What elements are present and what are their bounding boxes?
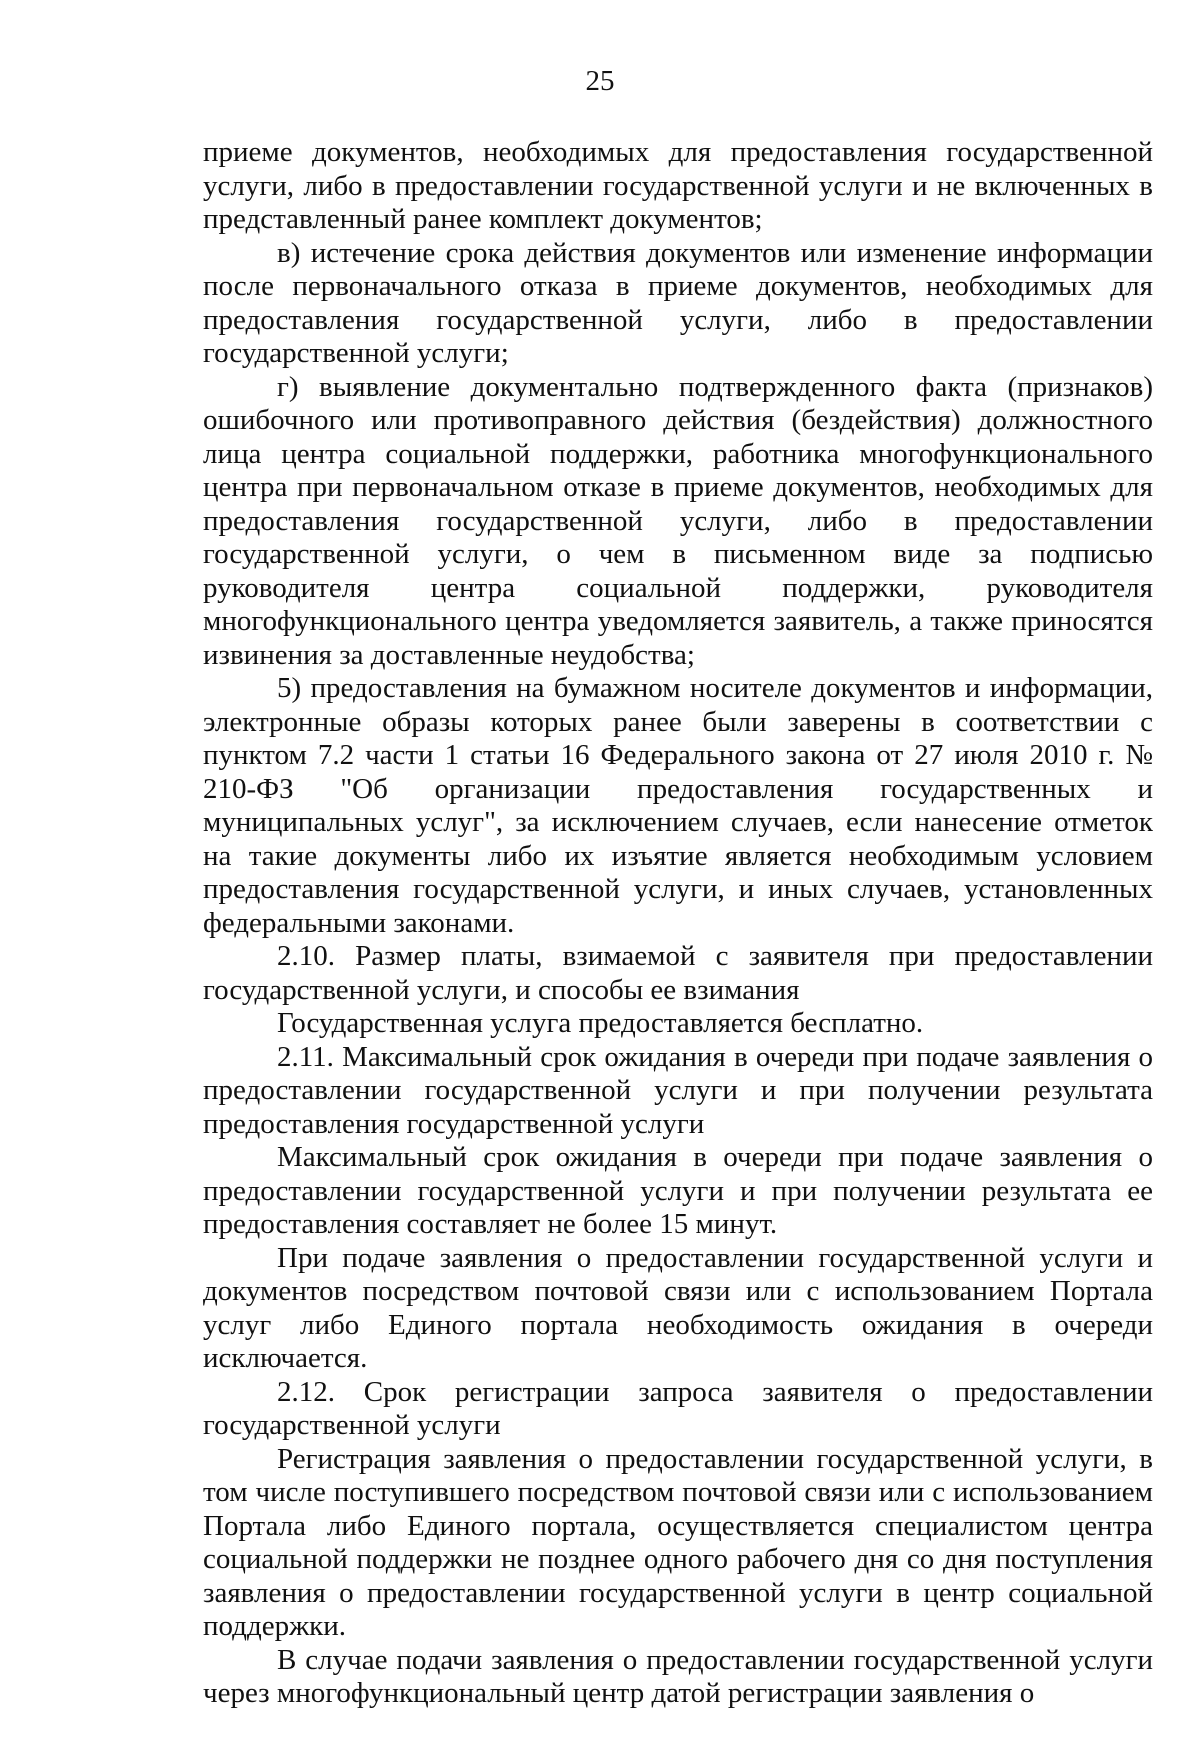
section-heading-2-10: 2.10. Размер платы, взимаемой с заявителя при предоставлении государственной услуги, и способы ее взимания bbox=[203, 940, 1153, 1006]
paragraph-item-v: в) истечение срока действия документов или изменение информации после первоначального отказа в приеме документов, необходимых для предоставления государственной услуги, либо в предоставлении государственной услуги; bbox=[203, 236, 1153, 369]
paragraph-waiting-time: Максимальный срок ожидания в очереди при подаче заявления о предоставлении государственной услуги и при получении результата ее предоставления составляет не более 15 минут. bbox=[203, 1141, 1153, 1240]
section-heading-2-12: 2.12. Срок регистрации запроса заявителя о предоставлении государственной услуги bbox=[203, 1375, 1153, 1441]
paragraph-fee: Государственная услуга предоставляется бесплатно. bbox=[277, 1007, 924, 1039]
paragraph-postal-submission: При подаче заявления о предоставлении государственной услуги и документов посредством почтовой связи или с использованием Портала услуг либо Единого портала необходимость ожидания в очереди исключается. bbox=[203, 1241, 1153, 1374]
paragraph-mfc-registration: В случае подачи заявления о предоставлении государственной услуги через многофункциональный центр датой регистрации заявления о bbox=[203, 1643, 1153, 1709]
paragraph-item-5: 5) предоставления на бумажном носителе документов и информации, электронные образы которых ранее были заверены в соответствии с пунктом 7.2 части 1 статьи 16 Федерального закона от 27 июля 2010 г. № 210-ФЗ "Об организации предоставления государственных и муниципальных услуг", за исключением случаев, если нанесение отметок на такие документы либо их изъятие является необходимым условием предоставления государственной услуги, и иных случаев, установленных федеральными законами. bbox=[203, 672, 1153, 939]
paragraph-continuation: приеме документов, необходимых для предоставления государственной услуги, либо в предоставлении государственной услуги и не включенных в представленный ранее комплект документов; bbox=[203, 136, 1153, 235]
document-body bbox=[203, 136, 1153, 1711]
section-heading-2-11: 2.11. Максимальный срок ожидания в очереди при подаче заявления о предоставлении государственной услуги и при получении результата предоставления государственной услуги bbox=[203, 1040, 1153, 1140]
page-number: 25 bbox=[585, 65, 615, 97]
paragraph-registration: Регистрация заявления о предоставлении государственной услуги, в том числе поступившего посредством почтовой связи или с использованием Портала либо Единого портала, осуществляется специалистом центра социальной поддержки не позднее одного рабочего дня со дня поступления заявления о предоставлении государственной услуги в центр социальной поддержки. bbox=[203, 1442, 1153, 1642]
paragraph-item-g: г) выявление документально подтвержденного факта (признаков) ошибочного или противоправного действия (бездействия) должностного лица центра социальной поддержки, работника многофункционального центра при первоначальном отказе в приеме документов, необходимых для предоставления государственной услуги, либо в предоставлении государственной услуги, о чем в письменном виде за подписью руководителя центра социальной поддержки, руководителя многофункционального центра уведомляется заявитель, а также приносятся извинения за доставленные неудобства; bbox=[203, 370, 1153, 671]
